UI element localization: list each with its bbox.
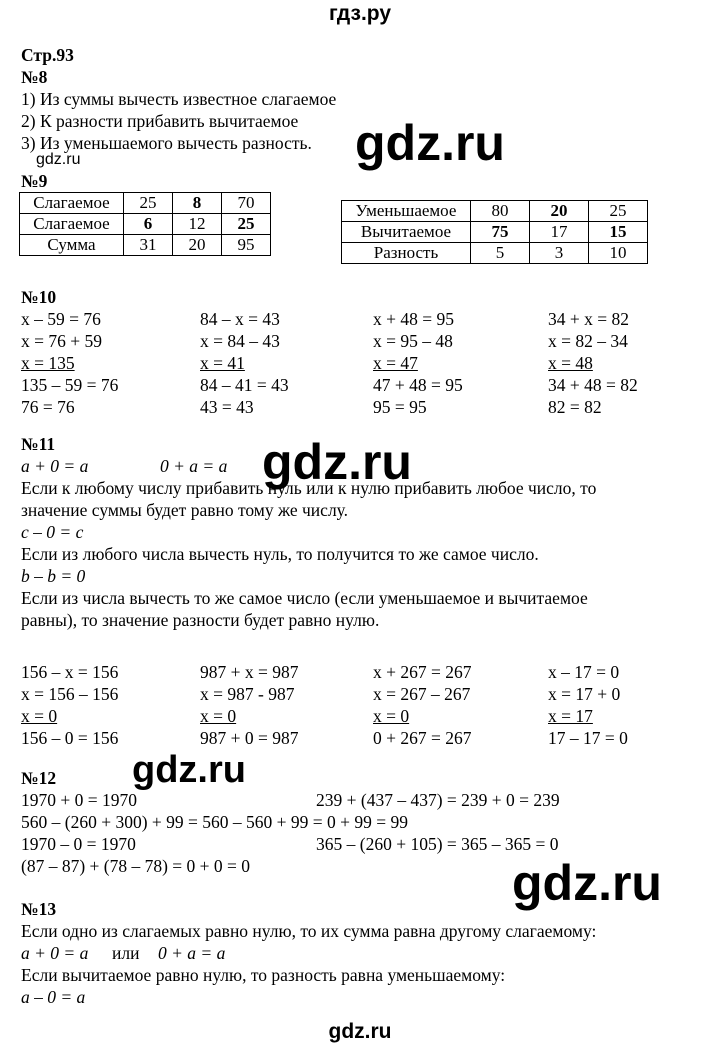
- rule-text: Если одно из слагаемых равно нулю, то их сумма равна другому слагаемому:: [21, 921, 597, 941]
- equation-line: x = 95 – 48: [373, 331, 453, 351]
- equation-line: 987 + x = 987: [200, 662, 299, 682]
- equation-line: x – 17 = 0: [548, 662, 620, 682]
- table-row: [342, 243, 648, 264]
- table-cell: 12: [173, 214, 222, 235]
- equation-line: 17 – 17 = 0: [548, 728, 628, 748]
- equation-line: 82 = 82: [548, 397, 602, 417]
- table-row: [20, 193, 271, 214]
- table-cell: Слагаемое: [20, 193, 124, 214]
- equation-column: [548, 308, 638, 418]
- equation-answer: x = 47: [373, 353, 418, 373]
- equation-line: 34 + x = 82: [548, 309, 629, 329]
- watermark: gdz.ru: [355, 115, 505, 171]
- table-cell: 70: [222, 193, 271, 214]
- equation-line: 95 = 95: [373, 397, 427, 417]
- table-cell: 95: [222, 235, 271, 256]
- subtraction-table: [341, 200, 648, 264]
- equation-line: x = 76 + 59: [21, 331, 102, 351]
- formula: 0 + a = a: [158, 943, 226, 963]
- equation-answer: x = 0: [21, 706, 58, 726]
- table-cell: 10: [589, 243, 648, 264]
- table-cell: Сумма: [20, 235, 124, 256]
- task-13-number: №13: [21, 899, 57, 919]
- table-row: [342, 201, 648, 222]
- equation-line: 0 + 267 = 267: [373, 728, 472, 748]
- equation-column: [200, 308, 289, 418]
- task-8-line: 2) К разности прибавить вычитаемое: [21, 111, 299, 131]
- watermark: gdz.ru: [262, 434, 412, 490]
- rule-text: Если вычитаемое равно нулю, то разность равна уменьшаемому:: [21, 965, 506, 985]
- expression: 560 – (260 + 300) + 99 = 560 – 560 + 99 = 0 + 99 = 99: [21, 812, 408, 832]
- equation-line: x + 267 = 267: [373, 662, 472, 682]
- formula: a – 0 = a: [21, 987, 86, 1007]
- equation-column: [21, 661, 118, 749]
- table-cell: 31: [124, 235, 173, 256]
- table-cell: 75: [471, 222, 530, 243]
- equation-answer: x = 48: [548, 353, 593, 373]
- equation-line: 135 – 59 = 76: [21, 375, 119, 395]
- task-8-line: 3) Из уменьшаемого вычесть разность.: [21, 133, 312, 153]
- page-number: Стр.93: [21, 45, 74, 65]
- equation-line: 76 = 76: [21, 397, 75, 417]
- equation-line: 47 + 48 = 95: [373, 375, 463, 395]
- watermark: gdz.ru: [512, 855, 662, 911]
- table-cell: Слагаемое: [20, 214, 124, 235]
- equation-line: x = 84 – 43: [200, 331, 280, 351]
- table-cell: 80: [471, 201, 530, 222]
- equation-line: x = 987 - 987: [200, 684, 295, 704]
- rule-text: равны), то значение разности будет равно нулю.: [21, 610, 380, 630]
- equation-line: x = 156 – 156: [21, 684, 119, 704]
- equation-line: x + 48 = 95: [373, 309, 454, 329]
- site-title-top: гдз.ру: [328, 2, 392, 25]
- rule-text: Если к любому числу прибавить нуль или к нулю прибавить любое число, то: [21, 478, 597, 498]
- equation-line: x = 267 – 267: [373, 684, 471, 704]
- equation-answer: x = 41: [200, 353, 245, 373]
- table-cell: 25: [124, 193, 173, 214]
- table-row: [342, 222, 648, 243]
- expression: 365 – (260 + 105) = 365 – 365 = 0: [316, 834, 559, 854]
- formula: a + 0 = a: [21, 456, 89, 476]
- table-row: [20, 214, 271, 235]
- task-9-number: №9: [21, 171, 48, 191]
- site-title-bottom: gdz.ru: [328, 1020, 392, 1043]
- equation-line: 43 = 43: [200, 397, 254, 417]
- equation-line: x = 82 – 34: [548, 331, 628, 351]
- table-cell: 20: [530, 201, 589, 222]
- formula: c – 0 = c: [21, 522, 84, 542]
- table-cell: 20: [173, 235, 222, 256]
- equation-column: [373, 661, 472, 749]
- formula: b – b = 0: [21, 566, 86, 586]
- rule-text: Если из числа вычесть то же самое число (если уменьшаемое и вычитаемое: [21, 588, 588, 608]
- table-cell: 6: [124, 214, 173, 235]
- table-cell: 15: [589, 222, 648, 243]
- rule-text: Если из любого числа вычесть нуль, то получится то же самое число.: [21, 544, 539, 564]
- equation-column: [548, 661, 628, 749]
- task-8-number: №8: [21, 67, 48, 87]
- table-cell: 5: [471, 243, 530, 264]
- expression: 1970 + 0 = 1970: [21, 790, 137, 810]
- table-cell: Вычитаемое: [342, 222, 471, 243]
- equation-answer: x = 0: [200, 706, 237, 726]
- task-12-number: №12: [21, 768, 57, 788]
- table-cell: 25: [589, 201, 648, 222]
- task-10-number: №10: [21, 287, 57, 307]
- equation-line: 84 – x = 43: [200, 309, 280, 329]
- equation-line: 34 + 48 = 82: [548, 375, 638, 395]
- equation-answer: x = 0: [373, 706, 410, 726]
- equation-column: [21, 308, 118, 418]
- equation-line: 156 – x = 156: [21, 662, 119, 682]
- expression: 1970 – 0 = 1970: [21, 834, 136, 854]
- table-cell: Разность: [342, 243, 471, 264]
- equation-column: [200, 661, 299, 749]
- equation-line: 987 + 0 = 987: [200, 728, 299, 748]
- equation-answer: x = 135: [21, 353, 75, 373]
- table-cell: 25: [222, 214, 271, 235]
- formula-connector: или: [112, 943, 140, 963]
- expression: (87 – 87) + (78 – 78) = 0 + 0 = 0: [21, 856, 251, 876]
- task-11-number: №11: [21, 434, 56, 454]
- formula: a + 0 = a: [21, 943, 89, 963]
- equation-line: 84 – 41 = 43: [200, 375, 289, 395]
- table-cell: 17: [530, 222, 589, 243]
- expression: 239 + (437 – 437) = 239 + 0 = 239: [316, 790, 560, 810]
- table-row: [20, 235, 271, 256]
- equation-answer: x = 17: [548, 706, 593, 726]
- watermark-small: gdz.ru: [36, 151, 81, 168]
- rule-text: значение суммы будет равно тому же числу.: [21, 500, 349, 520]
- equation-line: x – 59 = 76: [21, 309, 101, 329]
- equation-line: 156 – 0 = 156: [21, 728, 119, 748]
- formula: 0 + a = a: [160, 456, 228, 476]
- table-cell: 3: [530, 243, 589, 264]
- table-cell: 8: [173, 193, 222, 214]
- equation-column: [373, 308, 463, 418]
- table-cell: Уменьшаемое: [342, 201, 471, 222]
- watermark: gdz.ru: [132, 749, 246, 791]
- task-8-line: 1) Из суммы вычесть известное слагаемое: [21, 89, 337, 109]
- equation-line: x = 17 + 0: [548, 684, 621, 704]
- addition-table: [19, 192, 271, 256]
